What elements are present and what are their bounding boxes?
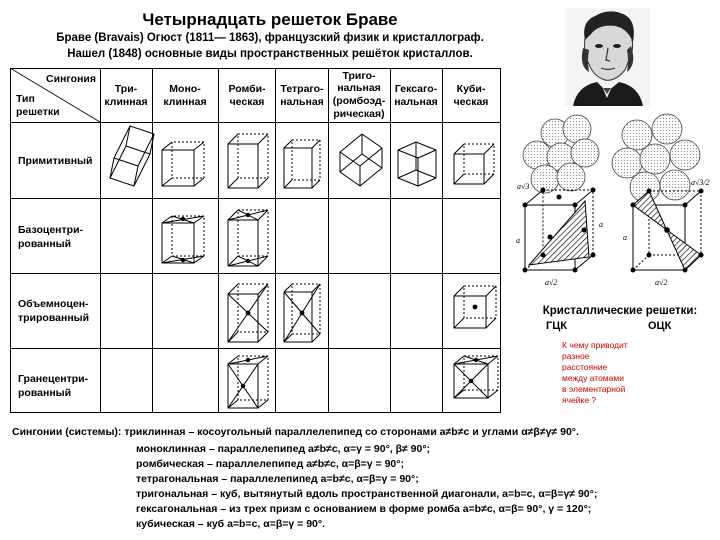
orthorhombic-base-centered-cell [228,210,268,266]
col-monoclinic-2: клинная [163,96,207,108]
definition-monoclinic: моноклинная – параллелепипед a≠b≠c, α=γ = 90°, β≠ 90°; [136,443,431,455]
note-line: между атомами [562,373,624,383]
corner-type-label: Тип [16,93,35,105]
row-face-centered-1: Гранецентри- [18,373,89,385]
row-base-centered-1: Базоцентри- [18,224,84,236]
row-base-centered-2: рованный [18,238,72,250]
row-primitive: Примитивный [18,155,93,167]
note-line: ячейке ? [562,395,597,405]
col-cubic-1: Куби- [456,83,486,95]
subtitle-line-1: Браве (Bravais) Огюст (1811— 1863), французский физик и кристаллограф. [56,32,484,44]
col-monoclinic-1: Моно- [169,83,201,95]
definition-trigonal: тригональная – куб, вытянутый вдоль пространственной диагонали, a=b=c, α=β=γ≠ 90°; [136,488,598,500]
bravais-portrait [565,8,650,106]
note-line: К чему приводит [562,340,628,350]
triclinic-primitive-cell [110,126,154,186]
dim-label-1: a√3 [517,182,530,191]
crystal-lattice-illustrations [515,105,720,305]
row-body-centered-2: трированный [18,312,90,324]
col-trigonal-4: рическая) [333,108,385,120]
corner-lattice-label: решетки [16,106,60,118]
bcc-sphere-packing [612,114,700,202]
bcc-label: ОЦК [648,320,672,332]
trigonal-primitive-cell [340,134,382,186]
dim-label-5: a [623,233,627,242]
orthorhombic-face-centered-cell [228,356,268,408]
col-orthorhombic-2: ческая [229,96,265,108]
col-trigonal-3: (ромбоэд- [332,95,386,107]
dim-label-7: a√3/2 [691,178,710,187]
bravais-lattice-table [10,68,502,415]
monoclinic-primitive-cell [162,142,204,186]
definition-orthorhombic: ромбическая – параллелепипед a≠b≠c, α=β=γ = 90°; [136,458,404,470]
col-hexagonal-2: нальная [394,96,438,108]
row-face-centered-2: рованный [18,387,72,399]
col-hexagonal-1: Гексаго- [394,83,438,95]
subtitle-line-2: Нашел (1848) основные виды пространственных решёток кристаллов. [67,48,473,60]
definition-hexagonal: гексагональная – из трех призм с основанием в форме ромба a=b≠c, α=β= 90°, γ = 120°; [136,503,592,515]
dim-label-4: a [599,220,603,229]
col-trigonal-1: Триго- [342,70,376,82]
fcc-sphere-packing [523,115,599,193]
col-triclinic-2: клинная [104,96,148,108]
crystal-lattices-caption: Кристаллические решетки: [542,305,698,317]
fcc-label: ГЦК [546,320,567,332]
dim-label-3: a√2 [545,278,558,287]
col-triclinic-1: Три- [114,83,138,95]
orthorhombic-primitive-cell [228,134,268,188]
definition-tetragonal: тетрагональная – параллелепипед a=b≠c, α=β=γ = 90°; [136,473,419,485]
tetragonal-primitive-cell [284,140,320,188]
dim-label-6: a√2 [655,278,668,287]
page-title: Четырнадцать решеток Браве [142,10,398,29]
col-orthorhombic-1: Ромби- [228,83,266,95]
note-line: в элементарной [562,384,626,394]
monoclinic-base-centered-cell [162,216,204,263]
cubic-primitive-cell [454,144,494,184]
hexagonal-primitive-cell [398,142,436,186]
definition-cubic: кубическая – куб a=b=c, α=β=γ = 90°. [136,518,325,530]
corner-syngony-label: Сингония [46,73,96,85]
col-tetragonal-1: Тетраго- [280,83,324,95]
question-note [562,340,652,406]
row-body-centered-1: Объемноцен- [18,298,89,310]
col-cubic-2: ческая [453,96,489,108]
note-line: расстояние [562,362,608,372]
dim-label-2: a [516,236,520,245]
note-line: разное [562,351,590,361]
col-tetragonal-2: нальная [280,96,324,108]
cubic-face-centered-cell [454,356,498,398]
col-trigonal-2: нальная [337,82,381,94]
definition-triclinic: Сингонии (системы): триклинная – косоугольный параллелепипед со сторонами a≠b≠c и углами α≠β≠γ≠ 90°. [12,426,579,438]
